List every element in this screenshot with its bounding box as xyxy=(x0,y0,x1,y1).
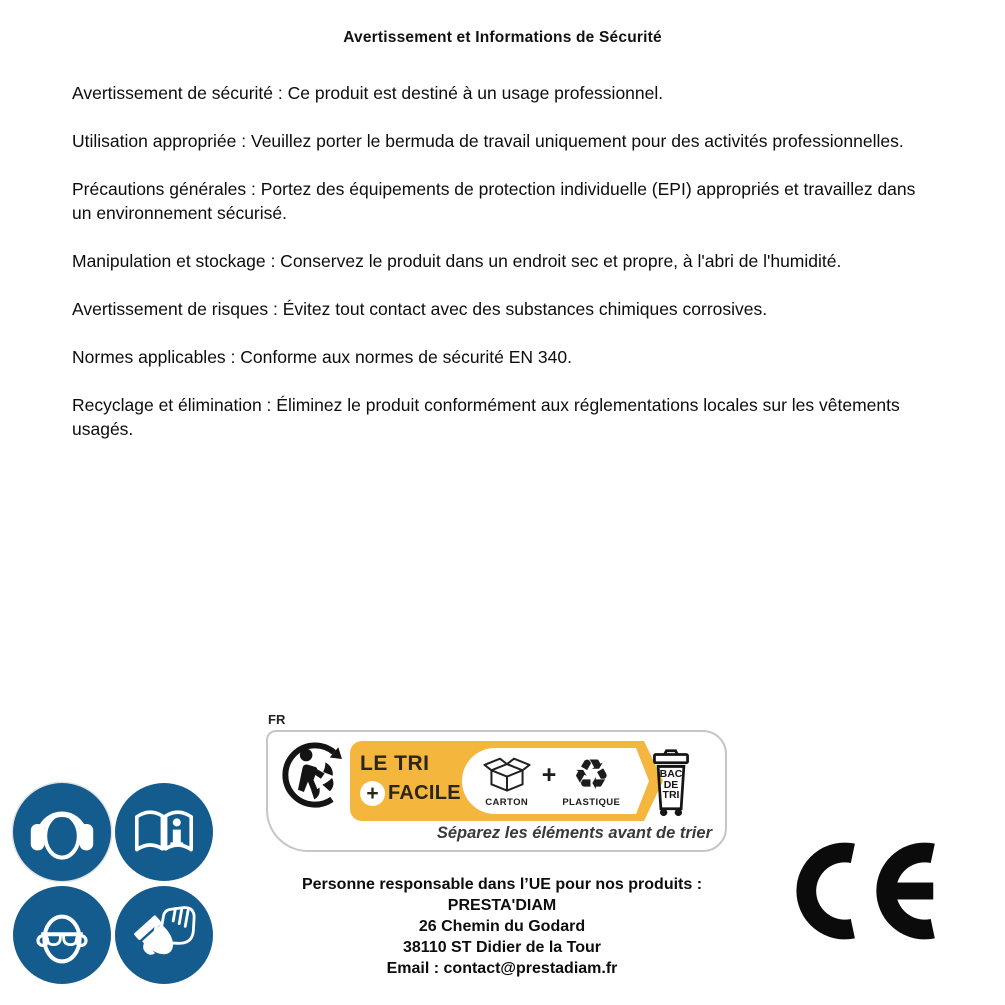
sorting-tagline: Séparez les éléments avant de trier xyxy=(436,824,712,842)
bin-line-2: DE xyxy=(663,778,679,791)
info-tri-label xyxy=(266,712,727,852)
paragraph-handling-storage: Manipulation et stockage : Conservez le produit dans un endroit sec et propre, à l'abri de l'humidité. xyxy=(72,251,842,271)
contact-street: 26 Chemin du Godard xyxy=(418,918,586,935)
carton-label: CARTON xyxy=(485,797,529,808)
paragraph-risk-warning: Avertissement de risques : Évitez tout contact avec des substances chimiques corrosives. xyxy=(72,299,768,319)
ce-marking-logo xyxy=(796,842,984,940)
paragraph-standards: Normes applicables : Conforme aux normes de sécurité EN 340. xyxy=(72,347,572,367)
mandatory-pictograms xyxy=(13,783,215,987)
wear-protective-gloves-icon xyxy=(115,886,213,984)
recycling-symbol-icon: ♻ xyxy=(572,751,611,798)
le-tri-facile-banner xyxy=(350,741,644,821)
paragraph-recycling: Recyclage et élimination : Éliminez le produit conformément aux réglementations locales sur les vêtements usagés. xyxy=(72,395,900,439)
page-title: Avertissement et Informations de Sécurité xyxy=(343,29,662,46)
cardboard-box-icon xyxy=(482,754,532,796)
plus-badge: + xyxy=(360,781,385,806)
sorting-bin-icon xyxy=(648,748,694,818)
paragraph-general-precautions: Précautions générales : Portez des équipements de protection individuelle (EPI) appropriés et travaillez dans un environnement sécurisé. xyxy=(72,179,916,223)
paragraph-safety-warning: Avertissement de sécurité : Ce produit est destiné à un usage professionnel. xyxy=(72,83,664,103)
contact-city: 38110 ST Didier de la Tour xyxy=(403,939,601,956)
safety-paragraphs xyxy=(72,81,937,465)
read-instruction-manual-icon xyxy=(115,783,213,881)
contact-heading: Personne responsable dans l’UE pour nos produits : xyxy=(301,876,703,893)
responsible-person-block xyxy=(252,874,752,979)
bin-line-1: BAC xyxy=(659,768,683,780)
paragraph-appropriate-use: Utilisation appropriée : Veuillez porter le bermuda de travail uniquement pour des activités professionnelles. xyxy=(72,131,904,151)
info-tri-box xyxy=(266,730,727,852)
wear-eye-protection-icon xyxy=(13,886,111,984)
banner-line2: FACILE xyxy=(388,782,461,804)
materials-separator: + xyxy=(541,760,557,789)
material-carton xyxy=(476,754,538,808)
banner-line1: LE TRI xyxy=(360,752,430,775)
materials-bubble xyxy=(462,748,636,814)
wear-ear-protection-icon xyxy=(13,783,111,881)
contact-company: PRESTA'DIAM xyxy=(447,897,557,914)
triman-icon xyxy=(276,738,354,812)
plastique-label: PLASTIQUE xyxy=(562,797,621,808)
contact-email: Email : contact@prestadiam.fr xyxy=(386,960,618,977)
material-plastique xyxy=(560,751,622,808)
bin-line-3: TRI xyxy=(662,789,680,801)
country-code-label: FR xyxy=(268,712,286,727)
